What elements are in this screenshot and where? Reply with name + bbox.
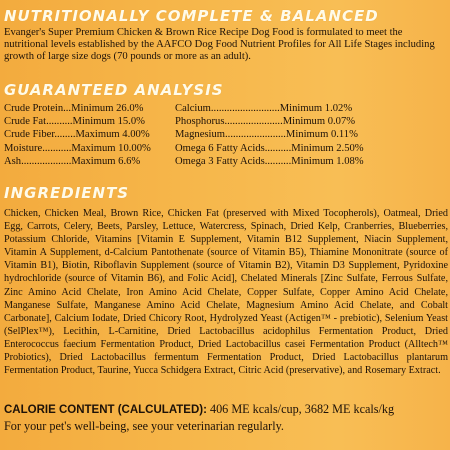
vet-advice: For your pet's well-being, see your veterinarian regularly. [4,419,284,433]
analysis-heading: GUARANTEED ANALYSIS [4,81,224,99]
balanced-heading: NUTRITIONALLY COMPLETE & BALANCED [4,7,379,25]
analysis-row: Crude Fiber........Maximum 4.00% [4,129,150,141]
ingredients-text: Chicken, Chicken Meal, Brown Rice, Chicken Fat (preserved with Mixed Tocopherols), Oatmeal, Dried Egg, Carrots, Celery, Beets, Parsley, Lettuce, Watercress, Spinach, Dried Kelp, Cranberries, Blueberries, Potassium Chloride, Vitamins [Vitamin E Supplement, Vitamin B12 Supplement, Niacin Supplement, Vitamin A Supplement, d-Calcium Pantothenate (source of Vitamin B5), Thiamine Mononitrate (source of Vitamin B1), Biotin, Riboflavin Supplement (source of Vitamin B2), Vitamin D3 Supplement, Pyridoxine hydrochloride (source of Vitamin B6), and Folic Acid], Chelated Minerals [Zinc Sulfate, Ferrous Sulfate, Zinc Amino Acid Chelate, Iron Amino Acid Chelate, Copper Sulfate, Copper Amino Acid Chelate, Manganese Sulfate, Manganese Amino Acid Chelate, Magnesium Amino Acid Chelate, and Cobalt Carbonate], Calcium Iodate, Dried Chicory Root, Hydrolyzed Yeast (Actigen™ - prebiotic), Selenium Yeast (SelPlex™), Lecithin, L-Carnitine, Dried Lactobacillus acidophilus Fermentation Product, Dried Enterococcus faecium Fermentation Product, Dried Lactobacillus casei Fermentation Product (Alltech™ Probiotics), Dried Lactobacillus fermentum Fermentation Product, Dried Lactobacillus plantarum Fermentation Product, Taurine, Yucca Schidgera Extract, Citric Acid (preservative), and Rosemary Extract. [4,208,448,377]
analysis-row: Omega 3 Fatty Acids..........Minimum 1.08% [175,155,364,167]
analysis-row: Magnesium.......................Minimum 0.11% [175,129,358,141]
analysis-row: Calcium..........................Minimum 1.02% [175,103,353,114]
analysis-right-column [175,102,364,168]
analysis-left-column [4,102,151,168]
analysis-row: Moisture...........Maximum 10.00% [4,142,151,154]
calorie-content [4,402,394,417]
analysis-row: Crude Protein...Minimum 26.0% [4,103,144,114]
calorie-value: 406 ME kcals/cup, 3682 ME kcals/kg [209,402,395,416]
calorie-label: CALORIE CONTENT (CALCULATED): [4,404,207,416]
ingredients-heading: INGREDIENTS [4,184,130,202]
analysis-row: Omega 6 Fatty Acids..........Minimum 2.50% [175,142,364,154]
analysis-row: Phosphorus......................Minimum 0.07% [175,116,356,128]
analysis-row: Crude Fat..........Minimum 15.0% [4,116,145,128]
analysis-row: Ash...................Maximum 6.6% [4,155,141,167]
balanced-text: Evanger's Super Premium Chicken & Brown Rice Recipe Dog Food is formulated to meet the nutritional levels established by the AAFCO Dog Food Nutrient Profiles for All Life Stages including growth of large size dogs (70 pounds or more as an adult). [4,27,435,62]
